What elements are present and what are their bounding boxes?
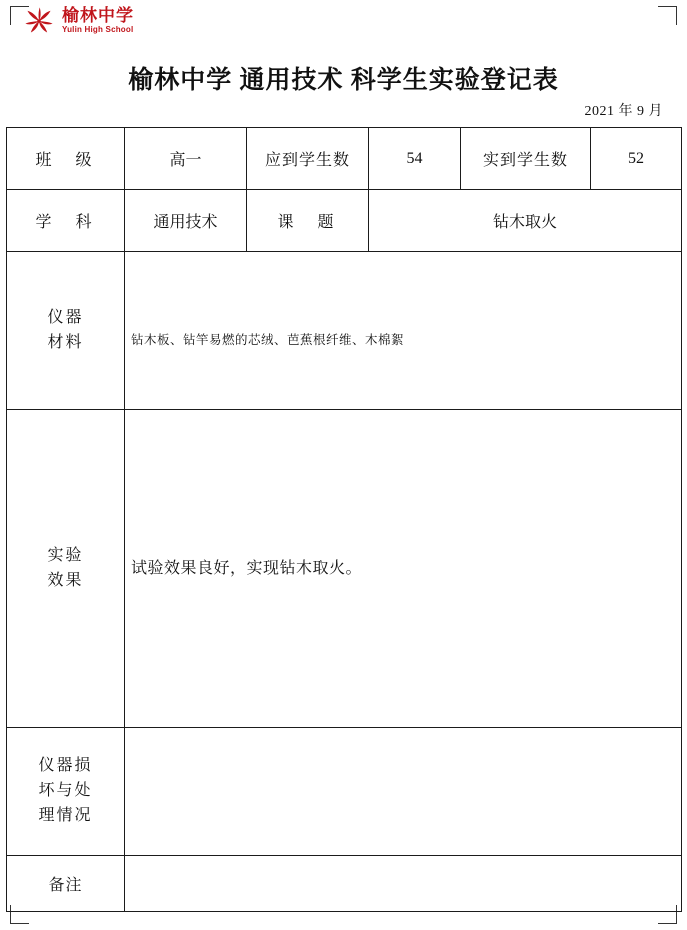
- label-topic: 课 题: [247, 190, 369, 252]
- table-row: [7, 856, 682, 912]
- label-damage-handling-line2: 坏与处: [38, 782, 93, 800]
- label-instrument-materials-line2: 材料: [47, 333, 84, 351]
- label-class: 班 级: [7, 128, 125, 190]
- label-instrument-materials-line1: 仪器: [47, 308, 84, 326]
- table-row: [7, 190, 682, 252]
- value-experiment-effect: 试验效果良好，实现钻木取火。: [125, 410, 682, 728]
- label-experiment-effect-line2: 效果: [47, 571, 84, 589]
- label-damage-handling: [7, 728, 125, 856]
- label-experiment-effect: [7, 410, 125, 728]
- label-instrument-materials: [7, 252, 125, 410]
- school-name-cn: 榆林中学: [62, 6, 134, 26]
- label-actual-students: 实到学生数: [461, 128, 591, 190]
- experiment-registration-table: [6, 127, 682, 912]
- label-experiment-effect-line1: 实验: [47, 546, 84, 564]
- school-logo: [22, 4, 134, 38]
- value-topic: 钻木取火: [369, 190, 682, 252]
- school-name-en: Yulin High School: [62, 25, 134, 35]
- label-expected-students: 应到学生数: [247, 128, 369, 190]
- value-damage-handling: [125, 728, 682, 856]
- table-row: [7, 728, 682, 856]
- label-remarks: 备注: [7, 856, 125, 912]
- value-subject: 通用技术: [125, 190, 247, 252]
- school-logo-text: [62, 7, 134, 34]
- value-class: 高一: [125, 128, 247, 190]
- value-expected-students: 54: [369, 128, 461, 190]
- table-row: [7, 410, 682, 728]
- table-row: [7, 252, 682, 410]
- table-row: [7, 128, 682, 190]
- value-remarks: [125, 856, 682, 912]
- document-date: 2021 年 9 月: [584, 104, 663, 119]
- label-damage-handling-line1: 仪器损: [38, 757, 93, 775]
- label-damage-handling-line3: 理情况: [38, 806, 93, 824]
- value-instrument-materials: 钻木板、钻竿易燃的芯绒、芭蕉根纤维、木棉絮: [125, 252, 682, 410]
- value-actual-students: 52: [591, 128, 682, 190]
- crop-mark-top-right: [658, 6, 677, 25]
- label-subject: 学 科: [7, 190, 125, 252]
- page-title: 榆林中学 通用技术 科学生实验登记表: [128, 67, 559, 94]
- flower-emblem-icon: [22, 4, 56, 38]
